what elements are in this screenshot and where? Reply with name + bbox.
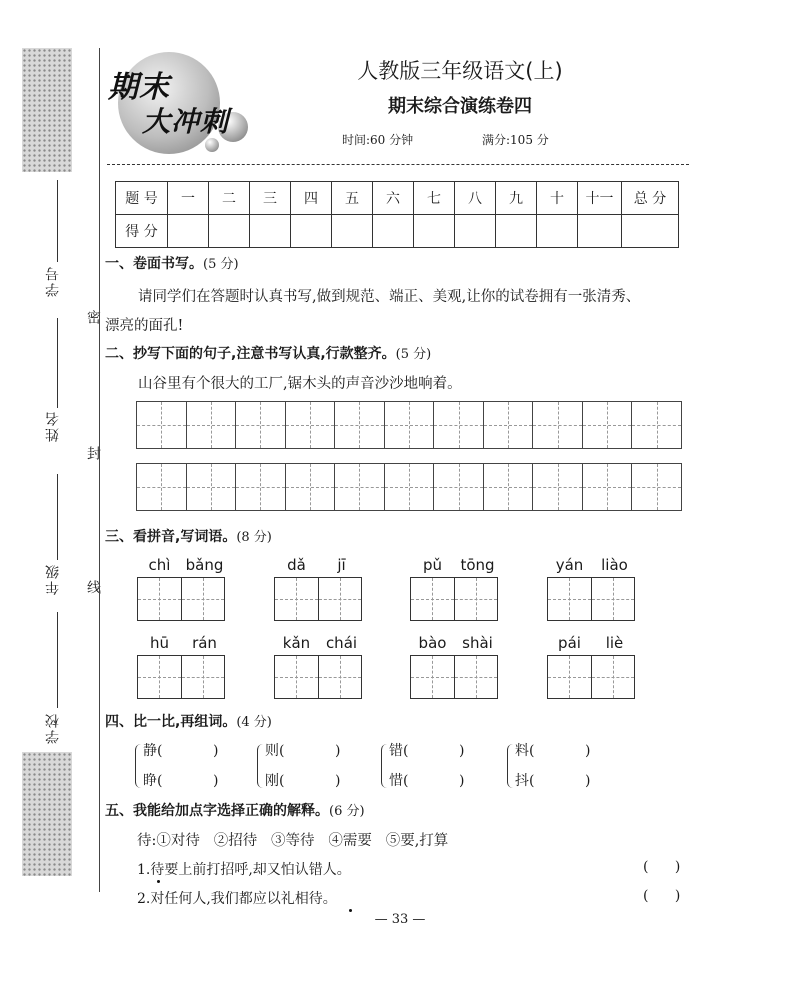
binding-pattern-top <box>22 48 72 172</box>
score-table <box>115 181 679 248</box>
pinyin-text <box>410 634 500 652</box>
grid-cell[interactable] <box>632 464 681 510</box>
compare-group-1 <box>137 738 247 794</box>
pinyin-syllable: bǎng <box>185 556 224 574</box>
score-table-col: 三 <box>250 182 291 215</box>
q2-points: (5 分) <box>395 347 432 362</box>
score-table-header-label: 题 号 <box>116 182 168 215</box>
compare-word: 刚( <box>265 773 285 789</box>
compare-group-3 <box>383 738 493 794</box>
score-cell[interactable] <box>537 215 578 248</box>
score-table-col: 二 <box>209 182 250 215</box>
pinyin-syllable: bào <box>418 634 447 652</box>
compare-close: ) <box>459 773 465 789</box>
pinyin-answer-box[interactable] <box>410 577 498 621</box>
answer-blank-2[interactable]: ( ) <box>643 888 681 904</box>
pinyin-answer-box[interactable] <box>547 655 635 699</box>
score-cell[interactable] <box>455 215 496 248</box>
compare-line <box>389 740 464 760</box>
compare-close: ) <box>335 773 341 789</box>
seal-char-mi: 密 <box>85 310 101 324</box>
pinyin-syllable: dǎ <box>287 556 306 574</box>
pinyin-text <box>547 556 637 574</box>
grid-cell[interactable] <box>187 464 237 510</box>
pinyin-text <box>137 634 227 652</box>
q2-sentence: 山谷里有个很大的工厂,锯木头的声音沙沙地响着。 <box>138 376 462 392</box>
score-cell[interactable] <box>291 215 332 248</box>
compare-line <box>265 770 340 790</box>
q2-title: 二、抄写下面的句子,注意书写认真,行款整齐。 <box>105 346 396 362</box>
student-id-label: 学号 <box>45 265 61 297</box>
pinyin-answer-box[interactable] <box>137 655 225 699</box>
q4-title: 四、比一比,再组词。 <box>105 714 237 730</box>
score-table-col: 八 <box>455 182 496 215</box>
score-cell[interactable] <box>168 215 209 248</box>
score-table-col: 六 <box>373 182 414 215</box>
grid-cell[interactable] <box>335 402 385 448</box>
score-table-score-label: 得 分 <box>116 215 168 248</box>
q5-sentence-2: 2.对任何人,我们都应以礼相待。 <box>137 891 337 907</box>
score-table-col: 七 <box>414 182 455 215</box>
pinyin-text <box>547 634 637 652</box>
copy-grid-row-2[interactable] <box>136 463 682 511</box>
grid-cell[interactable] <box>632 402 681 448</box>
brace-icon <box>507 744 514 788</box>
pinyin-syllable: rán <box>192 634 217 652</box>
binding-pattern-bottom <box>22 752 72 876</box>
compare-close: ) <box>335 743 341 759</box>
score-table-col: 五 <box>332 182 373 215</box>
student-id-line <box>57 180 58 262</box>
logo-text-line1: 期末 <box>108 70 170 105</box>
q4-points: (4 分) <box>236 715 272 730</box>
grid-cell[interactable] <box>484 464 534 510</box>
pinyin-syllable: tōng <box>460 556 495 574</box>
seal-char-xian: 线 <box>85 580 101 594</box>
pinyin-syllable: liè <box>605 634 624 652</box>
brace-icon <box>135 744 142 788</box>
score-cell[interactable] <box>622 215 679 248</box>
pinyin-syllable: kǎn <box>282 634 311 652</box>
q1-heading <box>105 253 239 273</box>
compare-word: 惜( <box>389 773 409 789</box>
score-table-score-row <box>116 215 679 248</box>
compare-close: ) <box>585 773 591 789</box>
grid-cell[interactable] <box>385 402 435 448</box>
binding-line <box>99 48 100 892</box>
score-table-col: 十一 <box>578 182 622 215</box>
pinyin-answer-box[interactable] <box>547 577 635 621</box>
q3-title: 三、看拼音,写词语。 <box>105 529 237 545</box>
brace-icon <box>257 744 264 788</box>
grid-cell[interactable] <box>335 464 385 510</box>
emphasis-dot <box>157 880 160 883</box>
logo-ball-small <box>205 138 219 152</box>
name-line <box>57 318 58 408</box>
logo-text-line2: 大冲刺 <box>142 105 230 138</box>
pinyin-syllable: hū <box>149 634 169 652</box>
compare-line <box>143 770 218 790</box>
score-cell[interactable] <box>209 215 250 248</box>
pinyin-answer-box[interactable] <box>137 577 225 621</box>
compare-close: ) <box>459 743 465 759</box>
compare-line <box>515 740 590 760</box>
grid-cell[interactable] <box>533 464 583 510</box>
q4-heading <box>105 711 272 731</box>
compare-word: 料( <box>515 743 535 759</box>
q5-heading <box>105 800 365 820</box>
score-cell[interactable] <box>414 215 455 248</box>
compare-word: 睁( <box>143 773 163 789</box>
score-cell[interactable] <box>250 215 291 248</box>
pinyin-text <box>137 556 227 574</box>
pinyin-syllable: yán <box>555 556 584 574</box>
compare-line <box>143 740 218 760</box>
pinyin-answer-box[interactable] <box>274 655 362 699</box>
grade-line <box>57 474 58 560</box>
q1-text-line1: 请同学们在答题时认真书写,做到规范、端正、美观,让你的试卷拥有一张清秀、 <box>138 289 641 305</box>
pinyin-syllable: liào <box>601 556 628 574</box>
grid-cell[interactable] <box>434 402 484 448</box>
q5-title: 五、我能给加点字选择正确的解释。 <box>105 803 329 819</box>
pinyin-syllable: chái <box>325 634 358 652</box>
pinyin-text <box>274 556 364 574</box>
pinyin-text <box>410 556 500 574</box>
grid-cell[interactable] <box>236 464 286 510</box>
grid-cell[interactable] <box>484 402 534 448</box>
compare-word: 静( <box>143 743 163 759</box>
grid-cell[interactable] <box>187 402 237 448</box>
compare-line <box>389 770 464 790</box>
pinyin-syllable: pái <box>558 634 581 652</box>
seal-char-feng: 封 <box>85 446 101 460</box>
compare-close: ) <box>213 743 219 759</box>
page-subtitle: 期末综合演练卷四 <box>388 96 532 117</box>
q5-options: 待:①对待 ②招待 ③等待 ④需要 ⑤要,打算 <box>137 833 449 849</box>
grid-cell[interactable] <box>385 464 435 510</box>
compare-close: ) <box>585 743 591 759</box>
score-table-col: 四 <box>291 182 332 215</box>
q5-points: (6 分) <box>329 804 365 819</box>
compare-group-2 <box>259 738 369 794</box>
compare-line <box>515 770 590 790</box>
grid-cell[interactable] <box>286 464 336 510</box>
score-cell[interactable] <box>496 215 537 248</box>
q1-points: (5 分) <box>203 257 239 272</box>
answer-blank-1[interactable]: ( ) <box>643 859 681 875</box>
score-cell[interactable] <box>373 215 414 248</box>
name-label: 姓名 <box>45 410 61 442</box>
pinyin-answer-box[interactable] <box>410 655 498 699</box>
pinyin-answer-box[interactable] <box>274 577 362 621</box>
compare-word: 则( <box>265 743 285 759</box>
grid-cell[interactable] <box>286 402 336 448</box>
exam-time: 时间:60 分钟 <box>342 133 414 147</box>
page-title: 人教版三年级语文(上) <box>357 59 563 83</box>
score-cell[interactable] <box>578 215 622 248</box>
score-table-col: 总 分 <box>622 182 679 215</box>
grid-cell[interactable] <box>137 464 187 510</box>
grid-cell[interactable] <box>434 464 484 510</box>
score-cell[interactable] <box>332 215 373 248</box>
page-number: — 33 — <box>374 912 426 927</box>
grid-cell[interactable] <box>583 402 633 448</box>
compare-group-4 <box>509 738 619 794</box>
grid-cell[interactable] <box>236 402 286 448</box>
school-label: 学校 <box>45 712 61 744</box>
compare-word: 错( <box>389 743 409 759</box>
pinyin-text <box>274 634 364 652</box>
compare-word: 抖( <box>515 773 535 789</box>
compare-line <box>265 740 340 760</box>
grid-cell[interactable] <box>533 402 583 448</box>
q1-text-line2: 漂亮的面孔! <box>105 318 184 334</box>
grid-cell[interactable] <box>137 402 187 448</box>
grid-cell[interactable] <box>583 464 633 510</box>
q3-heading <box>105 526 272 546</box>
school-line <box>57 612 58 708</box>
score-table-col: 十 <box>537 182 578 215</box>
score-table-header-row <box>116 182 679 215</box>
score-table-col: 一 <box>168 182 209 215</box>
copy-grid-row-1[interactable] <box>136 401 682 449</box>
pinyin-syllable: shài <box>462 634 493 652</box>
q2-heading <box>105 343 431 363</box>
q3-points: (8 分) <box>236 530 272 545</box>
pinyin-syllable: jī <box>337 556 346 574</box>
q5-sentence-1: 1.待要上前打招呼,却又怕认错人。 <box>137 862 351 878</box>
pinyin-syllable: chì <box>148 556 171 574</box>
compare-close: ) <box>213 773 219 789</box>
pinyin-syllable: pǔ <box>422 556 443 574</box>
grade-label: 年级 <box>45 563 61 595</box>
q1-title: 一、卷面书写。 <box>105 256 203 272</box>
exam-full-score: 满分:105 分 <box>482 133 549 147</box>
header-divider <box>107 164 689 165</box>
brace-icon <box>381 744 388 788</box>
score-table-col: 九 <box>496 182 537 215</box>
